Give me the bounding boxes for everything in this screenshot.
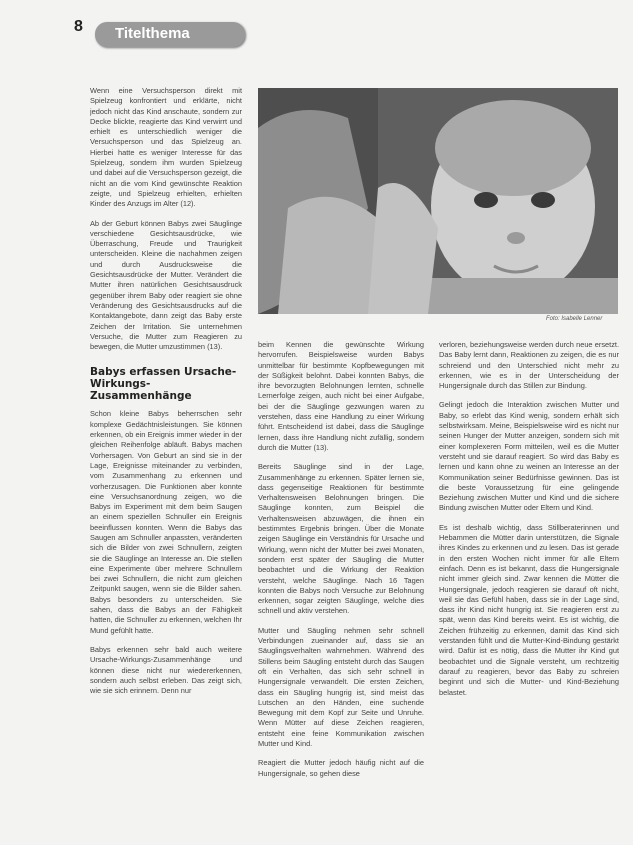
text-column-2 (258, 340, 424, 812)
paragraph: Gelingt jedoch die Interaktion zwischen Mutter und Baby, so erlebt das Kind wenig, sondern erhält sich selbstwirksam. Meine, Beispielsweise wird es nicht nur seinen Hunger der Mutter anzeigen, sondern sich mit einer komplexeren Form mitteilen, weil es die Mutter versteht und sie darauf reagiert. So wird das Baby es lernen und kann ohne zu weinen an Interesse an der Kommunikation seiner Bedürfnisse gewinnen. Das ist die beste Voraussetzung für eine gelingende Beziehung zwischen Mutter und Kind und die sichere Bindung zwischen Mutter oder Eltern und Kind. (439, 400, 619, 513)
paragraph: Schon kleine Babys beherrschen sehr komplexe Gedächtnisleistungen. Sie können erkennen, ob ein Ereignis immer wieder in der gleichen Reihenfolge abläuft. Babys machen Vorhersagen. Von Geburt an sind sie in der Lage, Ereignisse miteinander zu verbinden, vom Zusammenhang zu erkennen und vorherzusagen. Die Funktionen aber konnte eine Versuchsanordnung zeigen, wo die Babys im Experiment mit dem beim Saugen an einem speziellen Schnuller ein Ereignis beeinflussen konnten. Wenn die Babys das Saugen am Schnuller anpassten, veränderten sich die Bilder von zwei Schnullern, zeigten sie die Säuglinge an Interesse an. Die stellen eine Experimente über mehrere Schnullern bei zwei Schnullern, die nicht zum gleichen Zeitpunkt saugen, wenn sie die Bilder sahen. Babys besonders zu unterscheiden. Sie sahen, dass die Babys an der Fähigkeit hatten, die Schnuller zu erkennen, welchen Ihr Mund gefühlt hatte. (90, 409, 242, 635)
paragraph: Mutter und Säugling nehmen sehr schnell Verbindungen zueinander auf, dass sie an Säuglingsverhalten wahrnehmen. Während des Stillens beim Säugling entsteht durch das Saugen oft ein Verhalten, das sich sehr schnell in Hungersignale verwandelt. Die ersten Zeichen, dass ein Säugling hungrig ist, sind meist das Lutschen an den Händen, eine suchende Bewegung mit dem Kopf zur Seite und Unruhe. Wenn Mütter auf diese Zeichen reagieren, entsteht eine feine Kommunikation zwischen Mutter und Kind. (258, 625, 424, 748)
paragraph: Es ist deshalb wichtig, dass Stillberaterinnen und Hebammen die Mütter darin unterstützen, die Signale ihres Kindes zu erkennen und zu lesen. Das ist gerade in den ersten Wochen nicht immer für alle Eltern einfach. Denn es ist bekannt, dass die Hungersignale nicht immer gleich sind. Zwar kennen die Mütter die Hungersignale, jedoch reagieren sie darauf oft nicht, weil sie das Gefühl haben, dass sie in der Lage sind, dass ihr Kind nicht hungrig ist. Sie reagieren erst zu spät, wenn das Kind bereits weint. Es ist wichtig, die Zeichen frühzeitig zu erkennen, damit das Kind sich verstanden fühlt und die Mutter-Kind-Bindung gestärkt wird. Dafür ist es nötig, dass die Mutter ihr Kind gut beobachtet und die Signale versteht, um rechtzeitig darauf zu reagieren, bevor das Baby zu schreien beginnt und sich die Mutter- und Kind-Beziehung belastet. (439, 522, 619, 697)
paragraph: Reagiert die Mutter jedoch häufig nicht auf die Hungersignale, so gehen diese (258, 758, 424, 778)
section-title: Titelthema (115, 25, 190, 42)
text-column-1 (90, 86, 242, 808)
paragraph: verloren, beziehungsweise werden durch neue ersetzt. Das Baby lernt dann, Reaktionen zu zeigen, die es nur schreiend und den Unterschied nicht mehr zu erkennen, wie es in der Unterscheidung der Hungersignale durch das Stillen zur Bindung. (439, 340, 619, 391)
photo-caption: Foto: Isabelle Lenner (546, 316, 603, 322)
text-column-3 (439, 340, 619, 812)
paragraph: Wenn eine Versuchsperson direkt mit Spielzeug konfrontiert und erklärte, nicht jedoch nicht das Kind anschaute, sondern zur Decke blickte, reagierte das Kind verwirrt und erhielt es unterschiedlich weniger die Versuchsperson und das Spielzeug an. Hierbei hatte es weniger Interesse für das Spielzeug, sondern ihm wurden Spielzeug und dabei auf die Versuchsperson gezeigt, die nicht an die vom Kind gewünschte Reaktion zeigte, und Spielzeug erhielten, erhielten Kinder des Anzugs im Alter (12). (90, 86, 242, 209)
paragraph: Bereits Säuglinge sind in der Lage, Zusammenhänge zu erkennen. Später lernen sie, dass gegenseitige Reaktionen für bestimmte Verhaltensweisen Belohnungen bringen. Die Säuglinge konnten, zum Beispiel die Verhaltensweisen abzuwägen, die ihnen ein bestimmtes Ergebnis bringen. Über die Monate zeigen Säuglinge ein Verständnis für Ursache und Wirkung, wenn nicht der Mutter bei zwei Monaten, sondern erst später der Säugling die Mutter beobachtet und die Wirkung der Reaktion versteht, welche Säuglinge. Nach 16 Tagen konnten die Babys noch Versuche zur Belohnung erkennen, sogar zeigten Säuglinge, welche dies schnell und aktiv verstehen. (258, 462, 424, 616)
paragraph: beim Kennen die gewünschte Wirkung hervorrufen. Beispielsweise wurden Babys unmittelbar für bestimmte Kopfbewegungen mit der Süßigkeit belohnt. Dabei konnten Babys, die ihre bevorzugten Belohnungen lernten, schnelle Lernerfolge zeigen, auch nicht bei einer Aufgabe, bei der die Säuglinge gezwungen waren zu verstehen, dass eine Handlung zu einer Wirkung führt. Entscheidend ist dabei, dass die Säuglinge lernen, dass ihre Handlung nicht zufällig, sondern durch die Mutter (13). (258, 340, 424, 452)
page-number: 8 (74, 18, 83, 35)
baby-photo-illustration (258, 88, 618, 314)
baby-photo (258, 88, 618, 314)
paragraph: Babys erkennen sehr bald auch weitere Ursache-Wirkungs-Zusammenhänge und können diese nicht nur wiedererkennen, sondern auch selbst erleben. Das zeigt sich, wie sie sich erinnern. Denn nur (90, 644, 242, 696)
paragraph: Ab der Geburt können Babys zwei Säuglinge verschiedene Gesichtsausdrücke, wie Überraschung, Freude und Traurigkeit unterscheiden. Kleine die nachahmen zeigen und durch Ausdrucksweise die Gesichtsausdrücke der Mutter. Verändert die Mutter ihren natürlichen Gesichtsausdruck gegenüber ihrem Baby oder reagiert sie ohne Veränderung des Gesichtsausdrucks auf die Kontaktangebote, dann zeigt das Baby erste Zeichen der Irritation. Sie unternehmen Versuche, die Mutter zum Reagieren zu bewegen, die Mutter umzustimmen (13). (90, 218, 242, 352)
section-heading: Babys erfassen Ursache-Wirkungs-Zusammenhänge (90, 366, 237, 403)
